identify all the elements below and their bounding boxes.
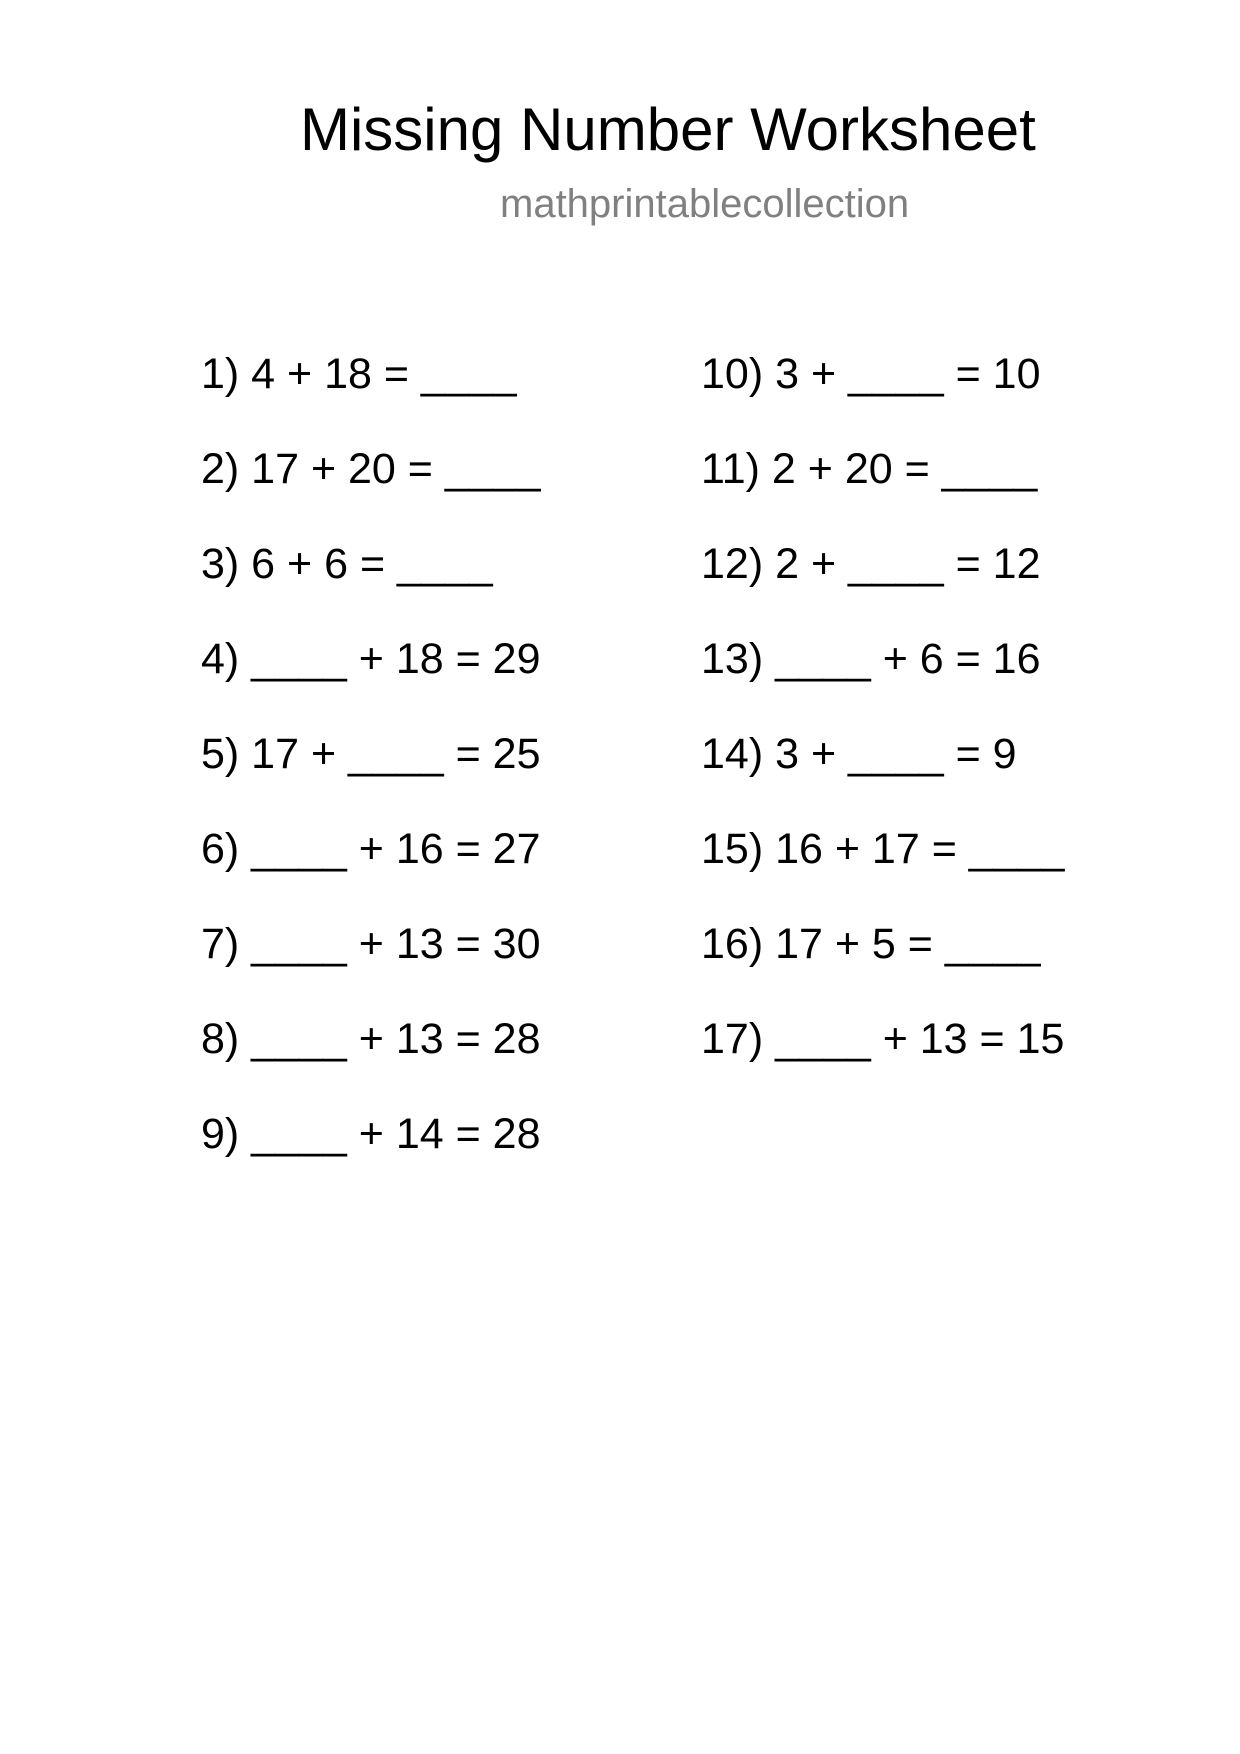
problem: 14) 3 + ____ = 9 bbox=[701, 730, 1017, 778]
worksheet-subtitle: mathprintablecollection bbox=[500, 182, 910, 226]
problem: 9) ____ + 14 = 28 bbox=[201, 1110, 541, 1158]
problem: 13) ____ + 6 = 16 bbox=[701, 635, 1041, 683]
problem: 12) 2 + ____ = 12 bbox=[701, 540, 1041, 588]
problem: 17) ____ + 13 = 15 bbox=[701, 1015, 1065, 1063]
problem: 2) 17 + 20 = ____ bbox=[201, 445, 541, 493]
problem: 10) 3 + ____ = 10 bbox=[701, 350, 1041, 398]
problem: 7) ____ + 13 = 30 bbox=[201, 920, 541, 968]
worksheet-title: Missing Number Worksheet bbox=[300, 96, 1036, 163]
problem: 11) 2 + 20 = ____ bbox=[701, 445, 1038, 493]
problems-right-column bbox=[701, 348, 1064, 1108]
problem: 16) 17 + 5 = ____ bbox=[701, 920, 1041, 968]
problem: 3) 6 + 6 = ____ bbox=[201, 540, 493, 588]
problems-left-column bbox=[201, 348, 541, 1203]
problem: 6) ____ + 16 = 27 bbox=[201, 825, 541, 873]
problem: 1) 4 + 18 = ____ bbox=[201, 350, 517, 398]
problem: 15) 16 + 17 = ____ bbox=[701, 825, 1065, 873]
problem: 8) ____ + 13 = 28 bbox=[201, 1015, 541, 1063]
problem: 4) ____ + 18 = 29 bbox=[201, 635, 541, 683]
problem: 5) 17 + ____ = 25 bbox=[201, 730, 541, 778]
